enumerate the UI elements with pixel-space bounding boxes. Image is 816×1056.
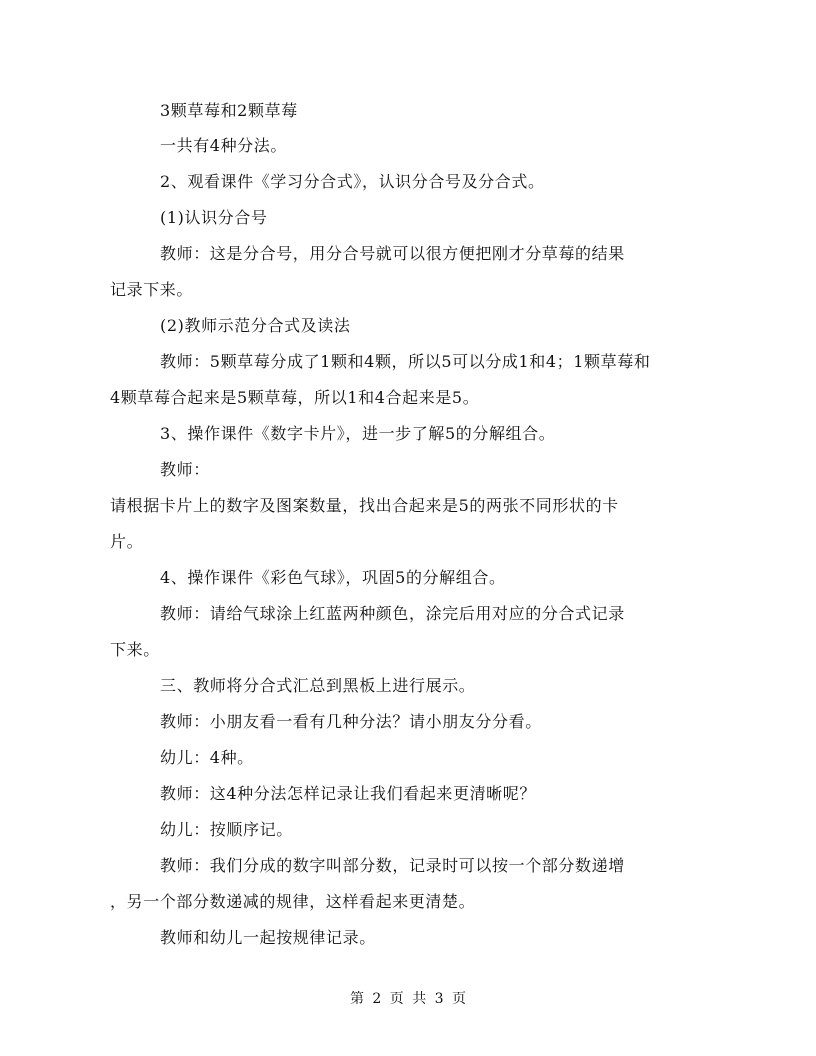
paragraph-line: 幼儿：4种。 — [160, 748, 254, 767]
paragraph-line: 教师：小朋友看一看有几种分法？请小朋友分分看。 — [160, 712, 542, 731]
paragraph-line: 教师：我们分成的数字叫部分数，记录时可以按一个部分数递增 — [160, 856, 625, 875]
paragraph-line: 3颗草莓和2颗草莓 — [160, 101, 298, 120]
paragraph-line: 片。 — [110, 532, 144, 551]
paragraph-line: 记录下来。 — [110, 280, 194, 299]
paragraph-line: 下来。 — [110, 640, 160, 659]
paragraph-line: (2)教师示范分合式及读法 — [160, 316, 351, 335]
paragraph-line: 幼儿：按顺序记。 — [160, 820, 293, 839]
current-page-number: 2 — [372, 991, 382, 1007]
paragraph-line: 教师： — [160, 460, 210, 479]
footer-label: 共 — [412, 991, 427, 1007]
paragraph-line: 教师：这4种分法怎样记录让我们看起来更清晰呢？ — [160, 784, 536, 803]
paragraph-line: 教师：请给气球涂上红蓝两种颜色，涂完后用对应的分合式记录 — [160, 604, 625, 623]
footer-label: 页 — [389, 991, 404, 1007]
paragraph-line: 三、教师将分合式汇总到黑板上进行展示。 — [160, 676, 476, 695]
total-page-number: 3 — [434, 991, 444, 1007]
paragraph-line: 教师：5颗草莓分成了1颗和4颗，所以5可以分成1和4；1颗草莓和 — [160, 352, 651, 371]
paragraph-line: (1)认识分合号 — [160, 208, 268, 227]
paragraph-line: 教师和幼儿一起按规律记录。 — [160, 928, 376, 947]
paragraph-line: 请根据卡片上的数字及图案数量，找出合起来是5的两张不同形状的卡 — [110, 496, 619, 515]
page-footer — [0, 990, 816, 1008]
paragraph-line: 3、操作课件《数字卡片》，进一步了解5的分解组合。 — [160, 424, 556, 443]
paragraph-line: 一共有4种分法。 — [160, 136, 287, 155]
paragraph-line: 4、操作课件《彩色气球》，巩固5的分解组合。 — [160, 568, 506, 587]
paragraph-line: ，另一个部分数递减的规律，这样看起来更清楚。 — [110, 892, 476, 911]
footer-label: 第 — [349, 991, 364, 1007]
paragraph-line: 4颗草莓合起来是5颗草莓，所以1和4合起来是5。 — [110, 388, 480, 407]
footer-label: 页 — [452, 991, 467, 1007]
paragraph-line: 教师：这是分合号，用分合号就可以很方便把刚才分草莓的结果 — [160, 244, 625, 263]
paragraph-line: 2、观看课件《学习分合式》，认识分合号及分合式。 — [160, 172, 545, 191]
